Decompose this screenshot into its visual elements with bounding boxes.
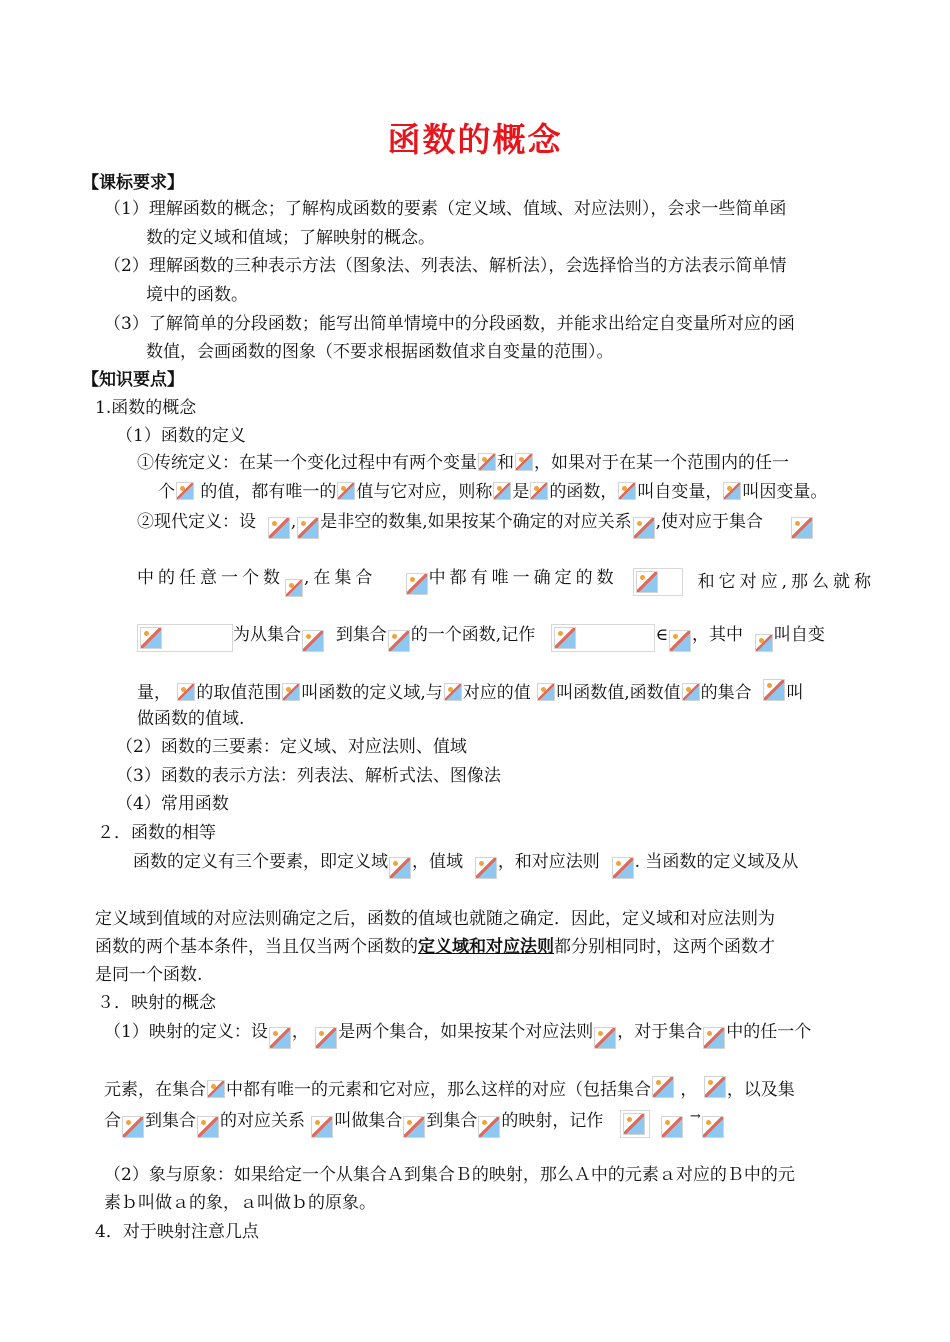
text-run: 对应的值 (462, 683, 531, 703)
text-run: ， (680, 1080, 698, 1100)
text-run: 是非空的数集,如果按某个确定的对应关系 (320, 512, 632, 532)
math-image-icon (282, 683, 300, 701)
requirement-2-line-2: 境中的函数。 (146, 285, 248, 305)
math-image-icon (269, 1027, 291, 1049)
mapping-line-2 (104, 1076, 795, 1101)
text-run: 到集合 (145, 1111, 196, 1131)
text-run: 量， (137, 683, 171, 703)
math-image-icon (636, 571, 658, 593)
math-image-frame (551, 624, 655, 652)
math-image-icon (177, 683, 195, 701)
modern-definition-line-1 (137, 511, 814, 539)
knowledge-1-4: （4）常用函数 (116, 794, 229, 814)
math-image-icon (493, 482, 511, 500)
knowledge-1-3: （3）函数的表示方法：列表法、解析式法、图像法 (116, 766, 501, 786)
requirement-2-line-1: （2）理解函数的三种表示方法（图象法、列表法、解析法），会选择恰当的方法表示简单情 (104, 256, 787, 276)
math-image-icon (297, 517, 319, 539)
math-image-icon (315, 1027, 337, 1049)
math-image-icon (554, 627, 576, 649)
section-heading-requirements: 【课标要求】 (82, 173, 184, 193)
math-image-icon (612, 857, 634, 879)
math-image-icon (594, 1027, 616, 1049)
math-image-icon (311, 1116, 333, 1138)
math-image-icon (623, 1113, 645, 1135)
math-image-icon (176, 482, 194, 500)
arrow-symbol: → (689, 1109, 701, 1124)
math-image-icon (478, 453, 496, 471)
math-image-icon (652, 1076, 674, 1098)
knowledge-1-1-heading: （1）函数的定义 (116, 426, 246, 446)
math-image-icon (207, 1080, 225, 1098)
math-image-frame (633, 568, 683, 596)
text-group (137, 567, 618, 597)
math-image-icon (285, 579, 303, 597)
text-run: 是两个集合，如果按某个对应法则 (338, 1022, 594, 1042)
math-image-icon (122, 1116, 144, 1138)
text-run: , (290, 512, 297, 532)
text-run: ∈ (655, 625, 669, 645)
math-image-icon (140, 627, 162, 649)
text-run: 合 (104, 1111, 121, 1131)
image-preimage-line-2: 素ｂ叫做ａ的象，ａ叫做ｂ的原象。 (104, 1193, 376, 1213)
math-image-icon (403, 1116, 425, 1138)
text-run: 和 (497, 453, 514, 473)
modern-definition-line-5: 做函数的值域. (137, 709, 245, 729)
modern-definition-line-3 (137, 624, 825, 652)
requirement-1-line-1: （1）理解函数的概念；了解构成函数的要素（定义域、值域、对应法则），会求一些简单函 (104, 199, 787, 219)
text-run: （1）映射的定义：设 (104, 1022, 268, 1042)
math-image-icon (791, 517, 813, 539)
page-title: 函数的概念 (387, 120, 563, 159)
text-run: 值与它对应，则称 (356, 482, 493, 502)
text-run: 的值，都有唯一的 (195, 482, 337, 502)
math-image-icon (661, 1116, 683, 1138)
text-run: 元素，在集合 (104, 1080, 206, 1100)
text-run: 到集合 (426, 1111, 478, 1131)
text-run: 函数的两个基本条件，当且仅当两个函数的 (95, 937, 418, 957)
math-image-icon (406, 573, 428, 595)
text-run: ， (291, 1022, 309, 1042)
math-image-frame (620, 1110, 650, 1138)
math-image-icon (478, 1116, 500, 1138)
math-image-icon (633, 517, 655, 539)
requirement-1-line-2: 数的定义域和值域；了解映射的概念。 (146, 228, 435, 248)
text-run: 叫 (786, 683, 804, 703)
math-image-icon (389, 857, 411, 879)
text-run: 都分别相同时，这两个函数才 (554, 937, 775, 957)
text-run: . 当函数的定义域及从 (634, 852, 799, 872)
traditional-definition-line-2 (158, 481, 827, 503)
math-image-icon (197, 1116, 219, 1138)
equality-line-1 (133, 851, 798, 879)
text-run: ，如果对于在某一个范围内的任一 (534, 453, 789, 473)
math-image-icon (444, 683, 462, 701)
math-image-icon (537, 683, 555, 701)
text-run: ①传统定义：在某一个变化过程中有两个变量 (137, 453, 477, 473)
text-run: 叫函数的定义域,与 (301, 683, 443, 703)
text-run: ，和对应法则 (497, 852, 600, 872)
math-image-icon (669, 630, 691, 652)
image-preimage-line-1: （2）象与原象：如果给定一个从集合Ａ到集合Ｂ的映射，那么Ａ中的元素ａ对应的Ｂ中的元 (104, 1165, 795, 1185)
equality-line-3 (95, 936, 775, 958)
knowledge-1-2: （2）函数的三要素：定义域、对应法则、值域 (116, 737, 467, 757)
modern-definition-line-2 (137, 567, 875, 597)
requirement-3-line-2: 数值，会画函数的图象（不要求根据函数值求自变量的范围）。 (146, 342, 614, 362)
math-image-icon (515, 453, 533, 471)
traditional-definition-line-1 (137, 452, 789, 474)
text-run: 中的任意一个数 (137, 568, 284, 588)
math-image-icon (723, 482, 741, 500)
knowledge-3-heading: ３．映射的概念 (97, 993, 216, 1013)
text-run: 中都有唯一的元素和它对应，那么这样的对应（包括集合 (226, 1080, 651, 1100)
text-run: 到集合 (335, 625, 387, 645)
knowledge-2-heading: ２．函数的相等 (97, 823, 216, 843)
text-run: 叫因变量。 (742, 482, 828, 502)
text-run: 叫自变量， (637, 482, 723, 502)
text-run: 和它对应,那么就称 (697, 572, 875, 592)
text-run: 的集合 (700, 683, 752, 703)
text-run: 叫做集合 (334, 1111, 403, 1131)
math-image-icon (618, 482, 636, 500)
text-run: 为从集合 (233, 625, 301, 645)
emphasized-term: 定义域和对应法则 (418, 937, 554, 957)
text-run: 个 (158, 482, 175, 502)
requirement-3-line-1: （3）了解简单的分段函数；能写出简单情境中的分段函数，并能求出给定自变量所对应的函 (104, 314, 795, 334)
text-run: ，值域 (412, 852, 463, 872)
text-run: 中的任一个 (726, 1022, 812, 1042)
math-image-icon (704, 1076, 726, 1098)
text-run: ,使对应于集合 (655, 512, 764, 532)
math-image-icon (302, 630, 324, 652)
text-run: ，以及集 (726, 1080, 795, 1100)
mapping-line-1 (104, 1021, 811, 1049)
text-run: 叫自变 (773, 625, 825, 645)
text-run: 的一个函数,记作 (410, 625, 536, 645)
equality-line-4: 是同一个函数. (95, 965, 203, 985)
text-run: ，其中 (692, 625, 744, 645)
knowledge-4-heading: 4．对于映射注意几点 (95, 1222, 259, 1242)
text-run: 的对应关系 (220, 1111, 305, 1131)
text-run: 函数的定义有三个要素，即定义域 (133, 852, 388, 872)
text-run: ,在集合 (304, 568, 377, 588)
math-image-icon (475, 857, 497, 879)
text-run: 的取值范围 (196, 683, 282, 703)
math-image-icon (530, 482, 548, 500)
math-image-icon (755, 634, 773, 652)
math-image-icon (703, 1027, 725, 1049)
math-image-icon (388, 630, 410, 652)
text-run: 是 (512, 482, 530, 502)
math-image-icon (702, 1116, 724, 1138)
mapping-line-3 (104, 1106, 725, 1138)
math-image-icon (337, 482, 355, 500)
text-run: ②现代定义：设 (137, 512, 256, 532)
text-run: 中都有唯一确定的数 (428, 568, 618, 588)
text-run: 的映射，记作 (501, 1111, 604, 1131)
math-image-icon (763, 679, 785, 701)
math-image-icon (682, 683, 700, 701)
text-run: 叫函数值,函数值 (556, 683, 681, 703)
math-image-frame (137, 624, 233, 652)
knowledge-1-heading: 1.函数的概念 (95, 398, 197, 418)
text-run: ，对于集合 (617, 1022, 703, 1042)
math-image-icon (268, 517, 290, 539)
modern-definition-line-4 (137, 679, 803, 704)
section-heading-knowledge: 【知识要点】 (82, 370, 184, 390)
text-run: 的函数， (549, 482, 618, 502)
equality-line-2: 定义域到值域的对应法则确定之后，函数的值域也就随之确定．因此，定义域和对应法则为 (95, 909, 775, 929)
